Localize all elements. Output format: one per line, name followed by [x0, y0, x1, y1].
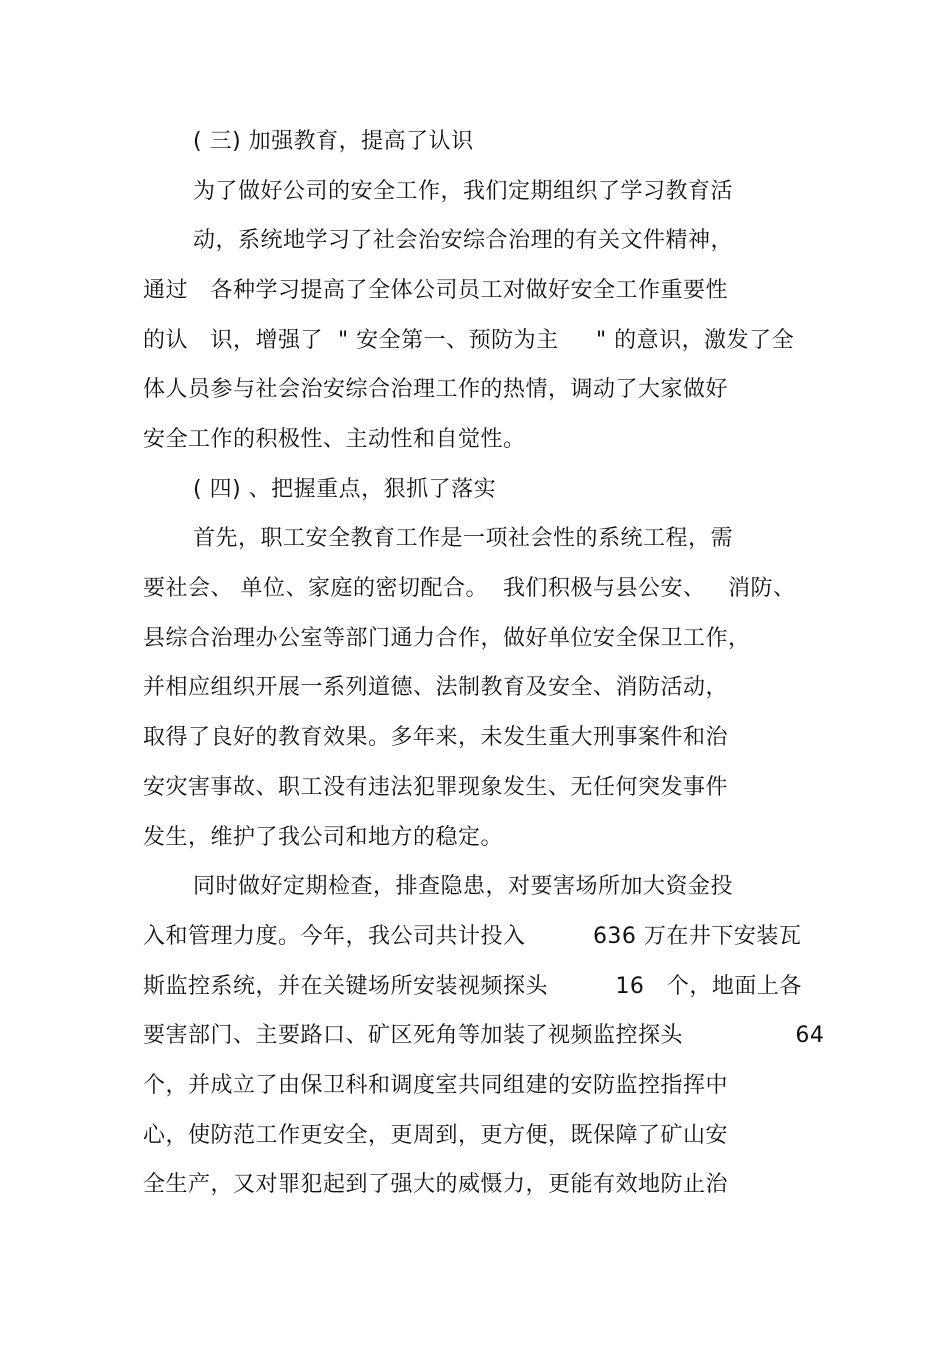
paragraph-line: 取得了良好的教育效果。多年来，未发生重大刑事案件和治	[143, 725, 729, 750]
paragraph-line: 同时做好定期检查，排查隐患，对要害场所加大资金投	[193, 874, 734, 899]
paragraph-line: 全生产，又对罪犯起到了强大的威慑力，更能有效地防止治	[143, 1172, 729, 1197]
paragraph-line: 安全工作的积极性、主动性和自觉性。	[143, 427, 526, 452]
paragraph-line: 动，系统地学习了社会治安综合治理的有关文件精神，	[193, 228, 734, 253]
paragraph-line: 个，并成立了由保卫科和调度室共同组建的安防监控指挥中	[143, 1073, 729, 1098]
paragraph-line: 县综合治理办公室等部门通力合作，做好单位安全保卫工作，	[143, 626, 751, 651]
paragraph-line: 要社会、 单位、家庭的密切配合。 我们积极与县公安、 消防、	[143, 576, 796, 601]
section-heading-4: ( 四) 、把握重点，狠抓了落实	[193, 477, 497, 502]
paragraph-line: 首先，职工安全教育工作是一项社会性的系统工程，需	[193, 526, 734, 551]
paragraph-line: 安灾害事故、职工没有违法犯罪现象发生、无任何突发事件	[143, 775, 729, 800]
paragraph-line: 斯监控系统，并在关键场所安装视频探头 16 个，地面上各	[143, 974, 802, 999]
paragraph-line: 入和管理力度。今年，我公司共计投入 636 万在井下安装瓦	[143, 924, 802, 949]
paragraph-line: 发生，维护了我公司和地方的稳定。	[143, 825, 504, 850]
paragraph-line: 为了做好公司的安全工作，我们定期组织了学习教育活	[193, 179, 734, 204]
paragraph-line: 要害部门、主要路口、矿区死角等加装了视频监控探头 64	[143, 1023, 825, 1048]
paragraph-line: 的认 识，增强了 " 安全第一、预防为主 " 的意识，激发了全	[143, 328, 795, 353]
paragraph-line: 通过 各种学习提高了全体公司员工对做好安全工作重要性	[143, 278, 728, 303]
paragraph-line: 并相应组织开展一系列道德、法制教育及安全、消防活动，	[143, 675, 729, 700]
section-heading-3: ( 三) 加强教育，提高了认识	[193, 129, 474, 154]
paragraph-line: 体人员参与社会治安综合治理工作的热情，调动了大家做好	[143, 377, 729, 402]
paragraph-line: 心，使防范工作更安全，更周到，更方便，既保障了矿山安	[143, 1123, 729, 1148]
